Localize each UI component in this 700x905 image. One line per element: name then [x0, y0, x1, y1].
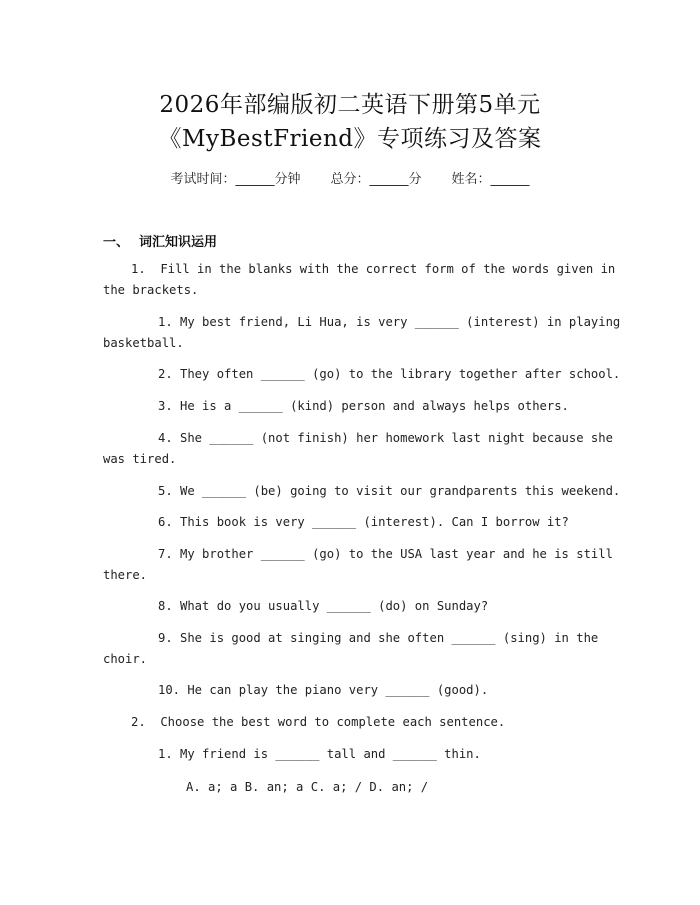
exercise-item-9: 9. She is good at singing and she often ______ (sing) in the	[158, 631, 599, 645]
section-heading	[103, 231, 217, 250]
question-2-instruction: 2. Choose the best word to complete each sentence.	[131, 715, 506, 729]
exercise-item-3: 3. He is a ______ (kind) person and always helps others.	[158, 399, 569, 413]
total-score-field: 总分：______分	[330, 172, 422, 187]
exam-meta	[0, 168, 700, 187]
exercise-item-9-continued: choir.	[103, 652, 148, 666]
choice-item-1: 1. My friend is ______ tall and ______ thin.	[158, 747, 481, 761]
exercise-item-8: 8. What do you usually ______ (do) on Sunday?	[158, 599, 489, 613]
exercise-item-2: 2. They often ______ (go) to the library together after school.	[158, 367, 621, 381]
exercise-item-1: 1. My best friend, Li Hua, is very ______ (interest) in playing	[158, 315, 621, 329]
document-title-line-1: 2026年部编版初二英语下册第5单元	[159, 92, 541, 118]
exercise-item-10: 10. He can play the piano very ______ (good).	[158, 683, 489, 697]
section-title: 词汇知识运用	[139, 235, 218, 250]
exam-time-field: 考试时间：______分钟	[170, 172, 301, 187]
document-title-line-2: 《MyBestFriend》专项练习及答案	[158, 126, 542, 152]
exercise-item-4-continued: was tired.	[103, 452, 177, 466]
exercise-item-7-continued: there.	[103, 568, 148, 582]
exercise-item-1-continued: basketball.	[103, 336, 184, 350]
question-1-instruction-continued: the brackets.	[103, 283, 199, 297]
question-1-instruction: 1. Fill in the blanks with the correct form of the words given in	[131, 262, 616, 276]
exercise-item-7: 7. My brother ______ (go) to the USA last year and he is still	[158, 547, 613, 561]
exercise-item-5: 5. We ______ (be) going to visit our grandparents this weekend.	[158, 484, 621, 498]
exercise-item-4: 4. She ______ (not finish) her homework last night because she	[158, 431, 613, 445]
exercise-item-6: 6. This book is very ______ (interest). Can I borrow it?	[158, 515, 569, 529]
student-name-field: 姓名：______	[451, 172, 530, 187]
choice-item-1-options: A. a; a B. an; a C. a; / D. an; /	[186, 780, 429, 794]
section-number: 一、	[103, 235, 130, 250]
